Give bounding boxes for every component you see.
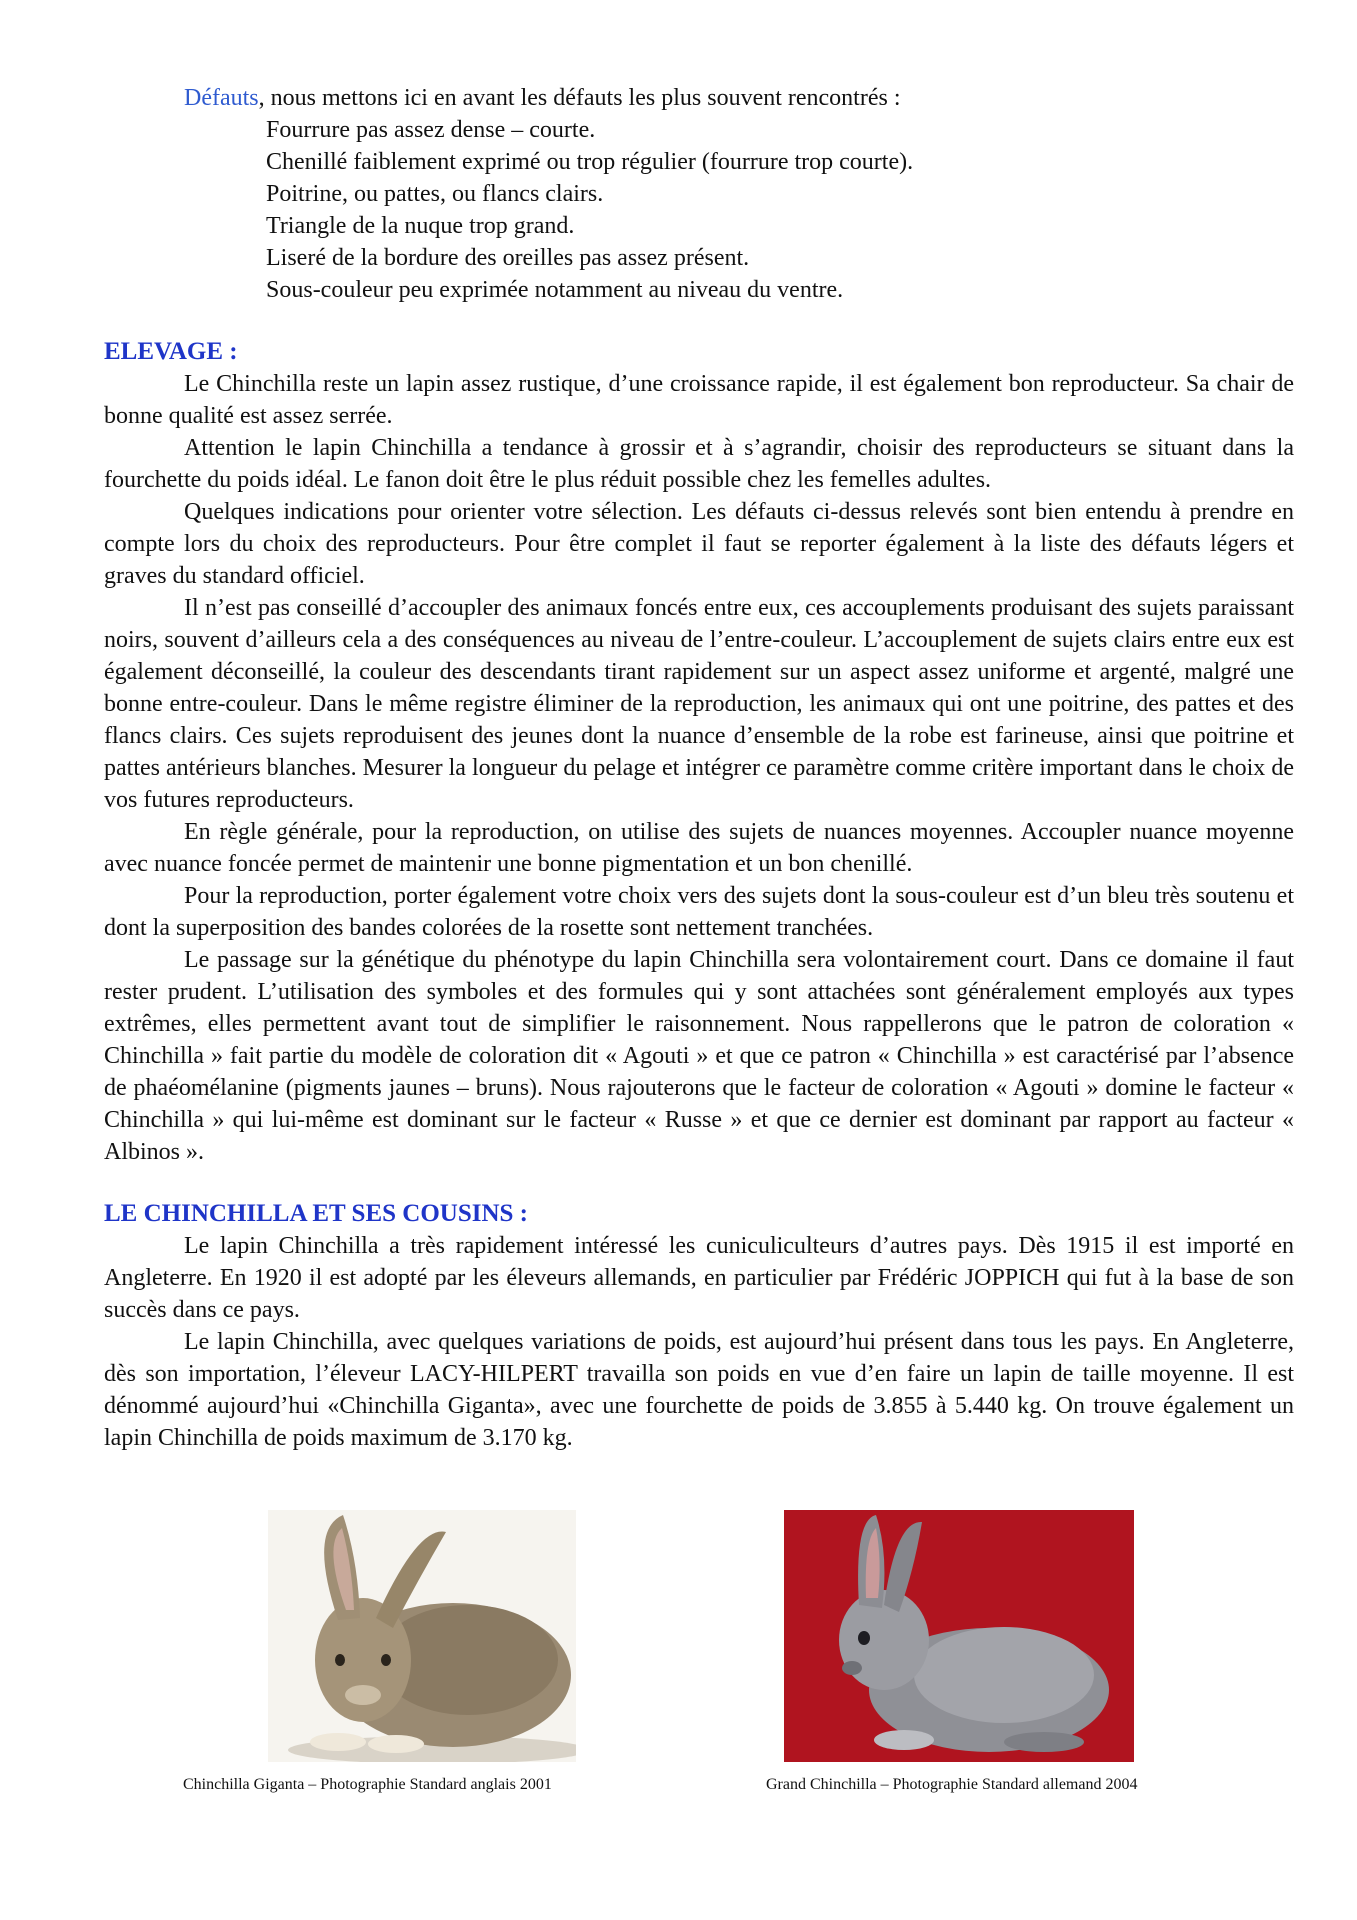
defauts-list	[266, 114, 1294, 306]
document-body	[104, 82, 1294, 1454]
paragraph: Le Chinchilla reste un lapin assez rustique, d’une croissance rapide, il est également bon reproducteur. Sa chair de bonne qualité est assez serrée.	[104, 371, 1294, 429]
defauts-lead: Défauts	[184, 85, 259, 111]
paragraph: Le passage sur la génétique du phénotype du lapin Chinchilla sera volontairement court. Dans ce domaine il faut rester prudent. L’utilisation des symboles et des formules qui y sont attachées sont généralement employés aux types extrêmes, elles permettent avant tout de simplifier le raisonnement. Nous rappellerons que le patron de coloration « Chinchilla » fait partie du modèle de coloration dit « Agouti » et que ce patron « Chinchilla » est caractérisé par l’absence de phaéomélanine (pigments jaunes – bruns). Nous rajouterons que le facteur de coloration « Agouti » domine le facteur « Chinchilla » qui lui-même est dominant sur le facteur « Russe » et que ce dernier est dominant par rapport au facteur « Albinos ».	[104, 947, 1294, 1165]
photo-caption-giganta: Chinchilla Giganta – Photographie Standard anglais 2001	[183, 1776, 552, 1793]
elevage-heading: ELEVAGE :	[104, 338, 238, 365]
paragraph: Attention le lapin Chinchilla a tendance à grossir et à s’agrandir, choisir des reproducteurs se situant dans la fourchette du poids idéal. Le fanon doit être le plus réduit possible chez les femelles adultes.	[104, 435, 1294, 493]
list-item: Liseré de la bordure des oreilles pas assez présent.	[266, 245, 750, 271]
list-item: Sous-couleur peu exprimée notamment au niveau du ventre.	[266, 277, 844, 303]
list-item: Chenillé faiblement exprimé ou trop régulier (fourrure trop courte).	[266, 149, 914, 175]
list-item: Triangle de la nuque trop grand.	[266, 213, 575, 239]
photo-caption-grand-chinchilla: Grand Chinchilla – Photographie Standard allemand 2004	[766, 1776, 1138, 1793]
paragraph: Il n’est pas conseillé d’accoupler des animaux foncés entre eux, ces accouplements produisant des sujets paraissant noirs, souvent d’ailleurs cela a des conséquences au niveau de l’entre-couleur. L’accouplement de sujets clairs entre eux est également déconseillé, la couleur des descendants tirant rapidement sur un aspect assez uniforme et argenté, malgré une bonne entre-couleur. Dans le même registre éliminer de la reproduction, les animaux qui ont une poitrine, des pattes et des flancs clairs. Ces sujets reproduisent des jeunes dont la nuance d’ensemble de la robe est farineuse, ainsi que poitrine et pattes antérieurs blanches. Mesurer la longueur du pelage et intégrer ce paramètre comme critère important dans le choix de vos futures reproducteurs.	[104, 595, 1294, 813]
photo-row	[0, 1510, 1357, 1810]
defauts-intro	[184, 82, 1294, 114]
list-item: Poitrine, ou pattes, ou flancs clairs.	[266, 181, 604, 207]
rabbit-photo-grand-chinchilla	[784, 1510, 1134, 1762]
rabbit-photo-giganta	[268, 1510, 576, 1762]
cousins-heading: LE CHINCHILLA ET SES COUSINS :	[104, 1200, 528, 1227]
paragraph: En règle générale, pour la reproduction, on utilise des sujets de nuances moyennes. Accoupler nuance moyenne avec nuance foncée permet de maintenir une bonne pigmentation et un bon chenillé.	[104, 819, 1294, 877]
paragraph: Le lapin Chinchilla a très rapidement intéressé les cuniculiculteurs d’autres pays. Dès 1915 il est importé en Angleterre. En 1920 il est adopté par les éleveurs allemands, en particulier par Frédéric JOPPICH qui fut à la base de son succès dans ce pays.	[104, 1233, 1294, 1323]
list-item: Fourrure pas assez dense – courte.	[266, 117, 596, 143]
paragraph: Pour la reproduction, porter également votre choix vers des sujets dont la sous-couleur est d’un bleu très soutenu et dont la superposition des bandes colorées de la rosette sont nettement tranchées.	[104, 883, 1294, 941]
paragraph: Quelques indications pour orienter votre sélection. Les défauts ci-dessus relevés sont bien entendu à prendre en compte lors du choix des reproducteurs. Pour être complet il faut se reporter également à la liste des défauts légers et graves du standard officiel.	[104, 499, 1294, 589]
paragraph: Le lapin Chinchilla, avec quelques variations de poids, est aujourd’hui présent dans tous les pays. En Angleterre, dès son importation, l’éleveur LACY-HILPERT travailla son poids en vue d’en faire un lapin de taille moyenne. Il est dénommé aujourd’hui «Chinchilla Giganta», avec une fourchette de poids de 3.855 à 5.440 kg. On trouve également un lapin Chinchilla de poids maximum de 3.170 kg.	[104, 1329, 1294, 1451]
defauts-intro-text: , nous mettons ici en avant les défauts les plus souvent rencontrés :	[258, 85, 901, 111]
